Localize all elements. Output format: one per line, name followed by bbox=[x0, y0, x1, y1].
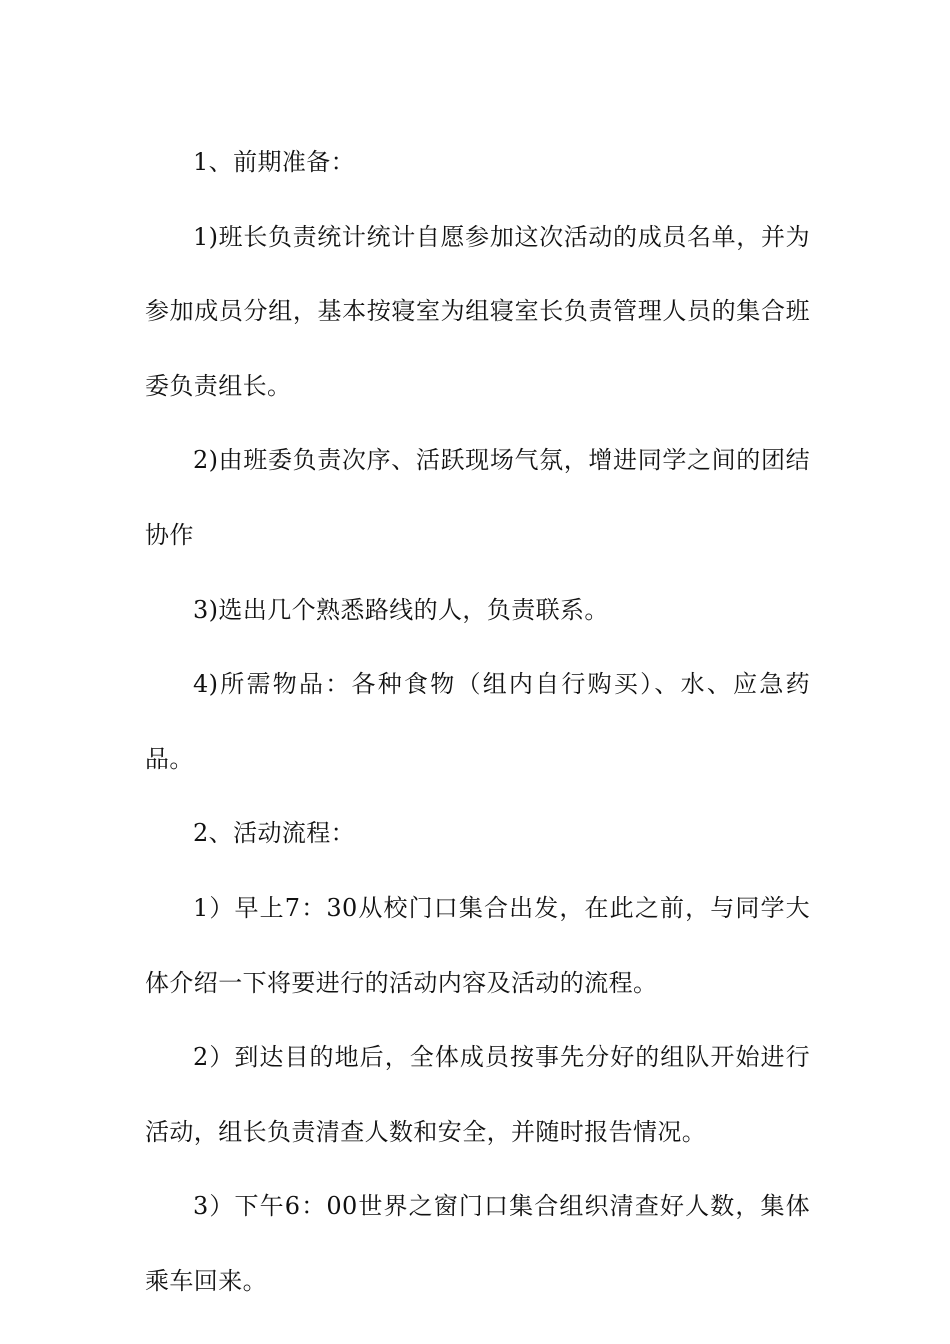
paragraph-process-step-1: 1）早上7：30从校门口集合出发，在此之前，与同学大体介绍一下将要进行的活动内容及活动的流程。 bbox=[145, 893, 810, 997]
paragraph-process-step-2: 2）到达目的地后，全体成员按事先分好的组队开始进行活动，组长负责清查人数和安全，并随时报告情况。 bbox=[145, 1043, 810, 1146]
paragraph-prep-item-3: 3)选出几个熟悉路线的人，负责联系。 bbox=[193, 595, 609, 624]
paragraph-prep-item-1: 1)班长负责统计统计自愿参加这次活动的成员名单，并为参加成员分组，基本按寝室为组寝室长负责管理人员的集合班委负责组长。 bbox=[145, 222, 810, 400]
paragraph-process-step-3: 3）下午6：00世界之窗门口集合组织清查好人数，集体乘车回来。 bbox=[145, 1192, 810, 1295]
document-body bbox=[145, 125, 810, 1319]
heading-preparation: 1、前期准备： bbox=[193, 148, 356, 176]
heading-activity-process: 2、活动流程： bbox=[193, 819, 356, 848]
paragraph-prep-item-2: 2)由班委负责次序、活跃现场气氛，增进同学之间的团结协作 bbox=[145, 446, 810, 549]
paragraph-prep-item-4: 4)所需物品：各种食物（组内自行购买）、水、应急药品。 bbox=[145, 670, 810, 773]
